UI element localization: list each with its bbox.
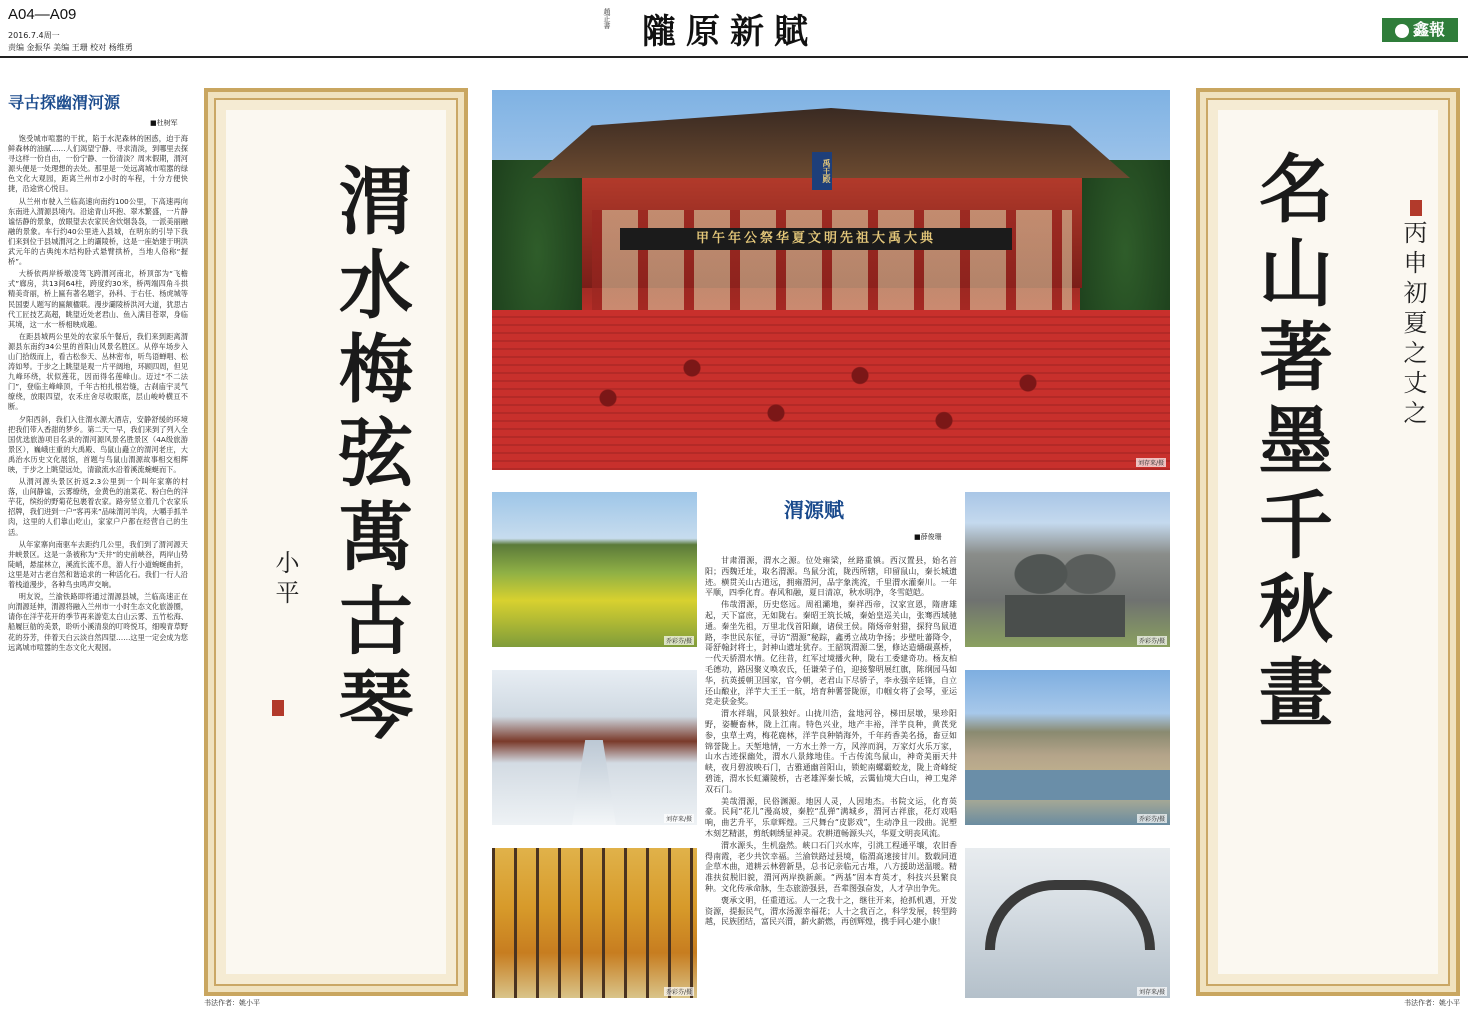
autumn-forest-photo (492, 848, 697, 998)
temple-ceremony-photo (492, 90, 1170, 470)
date-line: 2016.7.4周一 (8, 31, 60, 40)
page-range: A04—A09 (8, 6, 77, 23)
temple-plaque: 禹王殿 (812, 152, 832, 190)
calligraphy-inscription: 丙申初夏之丈之 (1399, 220, 1427, 430)
calligraphy-scroll-right (1196, 88, 1460, 996)
photo-credit: 刘存来/摄 (1137, 460, 1164, 467)
photo-credit: 刘存来/摄 (665, 816, 692, 823)
leaf-icon (1395, 24, 1409, 38)
ceremony-performers (552, 308, 1112, 458)
photo-credit: 乔彩芬/摄 (665, 638, 692, 645)
snow-temple-photo (492, 670, 697, 825)
article-paragraph: 夕阳西斜，我们入住渭水源大酒店，安静舒缓的环境把我们带入香甜的梦乡。第二天一早，我们来到了列入全国优选旅游项目名录的渭河源风景名胜景区（4A级旅游景区），巍峨庄重的大禹殿、鸟鼠山矗立的渭河老庄，大禹治水历史文化展馆，首题与鸟鼠山渭源故事相交相辉映，于步之上眺望远处，清澈流水沿着溪流蜿蜒而下。 (8, 414, 188, 474)
snow-bridge-photo (965, 848, 1170, 998)
riverside-city-photo (965, 670, 1170, 825)
river (965, 770, 1170, 800)
calligraphy-main-right: 名山著墨千秋畫 (1247, 150, 1333, 738)
article-title: 寻古探幽渭河源 (8, 93, 121, 112)
article-paragraph: 明友说，兰渝铁路即将通过渭源县城，兰临高速正在向渭源延伸，渭源将融入兰州市一小时生态文化旅游圈，请你在洋芋花开的季节再来游览太白山云雾、五竹松海、船履巨舫的美景，聆听小溪清泉的叮咚悦耳，细嗅青草野花的芬芳，伴着天白云淡自然四望……这里一定会成为您远离城市喧嚣的生态文化大观园。 (8, 592, 188, 652)
snow-steps (572, 740, 616, 825)
rapeseed-field-photo (492, 492, 697, 647)
middle-paragraph: 美哉渭源，民俗渊源。地因人灵，人因地杰。书院文运，化育英豪。民间“花儿”漫高坡，秦腔“乱弹”满城乡，渭河古祥旅，花灯戏唱响，曲艺升平，乐章辉煌。三尺舞台“皮影戏”，生动净且一段曲。泥塑木刻艺精湛，剪纸刺绣显神灵。农耕道畅源头兴，华夏文明丧风流。 (705, 796, 957, 838)
article-paragraph: 在距县城两公里处的农家乐午餐后，我们来到距离渭源县东南约34公里的首阳山风景名胜区。从停车场步入山门拾级而上，看古松参天、丛林密布，听鸟语蝉唱、松涛如琴。于步之上眺望是观一片平阔地，环顾四周，但见九峰环绕，状似莲花，因而得名莲峰山。迈过“不二法门”，登临主峰峰顶，千年古柏扎根岩缝，古刹庙宇灵气缭绕，放眼四望，农禾庄舍尽收眼底，层山峻岭横亘不断。 (8, 331, 188, 412)
middle-paragraph: 伟哉渭源，历史悠远。周祖灞地，秦祥西帝，汉家宣恩，隋唐雄起，天下富庶，无如陇右。秦昭王筑长城，秦始皇巡关山，张骞西域驰通。秦坐先祖，万里北伐首阳巅，诸侯王侯。隋炀帝射猎，探狩鸟鼠道路，李世民东征，寻访“渭源”秘踪，鑫勇立战功争扬；步壁吐蕃降令，哥舒翰封将士，封神山遗址犹存。王韶筑渭源二堡，修达造爝碳熹桥，一代天骄渭水情。亿往昔，红军过境播火种，陇右工委建奇功。杨友柏毛德功，路因聚义唤农氏，任谦荣子伯，迎接黎明展红旗，陈纲园马如华，抗英援朝卫国家，官今朝，老君山下尽骄子，李永强辛廷锋，自立还山酿业，洋芋大王王一航，培育种薯誉陇原，巾帼女将了会琴，亚运竞走获金奖。 (705, 600, 957, 707)
calligraphy-main-left: 渭水梅弦萬古琴 (327, 162, 413, 750)
article-paragraph: 饱受城市喧嚣的干扰，陷于水泥森林的困惑，迫于海鲜森林的油腻……人们渴望宁静、寻求清淡，到哪里去探寻这样一份自由，一份宁静、一份清淡？周末假期，渭河源头便是一处理想的去处。那里是一处远离城市喧嚣的绿色文化大观园，距离兰州市2小时的车程，十分方便快捷，沿途赏心悦目。 (8, 134, 188, 194)
middle-paragraph: 渭水祥瑞，风景独好。山拢川浩，盆地河谷，梯田层墩，果珍阳野，姿鞭畜林，陇上江南。特色兴业，地产丰裕，洋芋良种，黄芪党参，虫草土鸡，梅花鹿林，洋芋良种销海外，千年药香美名扬，畜豆如锦誉陇上。天堑地情，一方水土养一方，风淳而润，万家灯火乐万家，山水古迹探幽处，渭水八景緣地佳。千古传流鸟鼠山，神奇美丽天井峡，夜月碧波映石门，古雅通幽首阳山，锁蛇南螺霸蛟龙，陇上奇峰绽碧涟，渭水长虹灞陵桥，古老雄浑秦长城，云霭仙境大白山，神工鬼斧双石门。 (705, 709, 957, 794)
calligraphy-credit-left: 书法作者：姚小平 (204, 999, 260, 1007)
middle-article-byline: ■薛俊珊 (914, 533, 942, 541)
ceremony-banner: 甲午年公祭华夏文明先祖大禹大典 (620, 228, 1012, 250)
article-paragraph: 从兰州市驶入兰临高速向南约100公里，下高速再向东南进入渭源县境内。沿途青山环抱、翠木繁盛，一片静谧恬静的景象，放眼望去农家民舍炊烟袅袅，一派美丽融融的景象。车行约40公里进入县城，在明东的引导下我们来到位于县城渭河之上的灞陵桥，这是一座始建于明洪武元年的古典纯木结构卧式悬臂拱桥，当地人俗称“握桥”。 (8, 196, 188, 267)
photo-credit: 乔彩芬/摄 (1138, 816, 1165, 823)
masthead: 隴原新賦 (642, 12, 818, 52)
header-rule (0, 56, 1468, 58)
statue-photo (965, 492, 1170, 647)
statue-figures (1005, 532, 1125, 637)
red-seal-icon (272, 700, 284, 716)
bridge-arch (985, 880, 1155, 950)
article-paragraph: 大桥依两岸桥墩凌驾飞跨渭河南北，桥顶部为“飞檐式”廊房，共13间64柱，跨度约30米，桥两端四角斗拱精美奇丽，桥上匾有著名题字，孙科、于右任、杨虎城等民国要人题写的匾额楹联。漫步灞陵桥洪河大道，犹思古代工匠技艺高超，眺望近处老君山、鱼入满目苍翠，身临其境，这一水一桥相映成趣。 (8, 269, 188, 329)
calligraphy-credit-right: 书法作者：姚小平 (1404, 999, 1460, 1007)
brand-name: 鑫報 (1412, 20, 1445, 39)
photo-credit: 刘存来/摄 (1138, 989, 1165, 996)
masthead-seal: 趙正書 (603, 8, 611, 29)
brand-logo (1382, 18, 1458, 42)
photo-credit: 乔彩芬/摄 (665, 989, 692, 996)
article-paragraph: 从年家寨向南驱车去距约几公里，我们到了渭河源天井峡景区。这是一条被称为“天井”的史前峡谷，两岸山势陡峭，悬崖林立，溪流长流不息，游人行小道蜿蜒曲折，这里是对古老自然和谐追求的一种活化石。我们一行人沿着栈道漫步，各种鸟虫鸣声交响。 (8, 539, 188, 590)
middle-article-title: 渭源赋 (784, 498, 844, 522)
calligraphy-signature: 小平 (271, 550, 299, 610)
middle-paragraph: 渭水源头，生机盎然。峡口石门兴水库，引洮工程通平壤，农旧香得南霞，老少共饮幸福。兰渝铁路过县境，临渭高速接甘川。数载同道企草木曲，道耕云林碧新垦，总书记亲临元古堆，八方援助送温暖。精准扶贫脱旧貌，渭河两岸换新颜。“两基”固本育英才，科技兴县繁良种。文化传承命脉，生态旅游强县，吾辈图强奋发，人才孕出争先。 (705, 840, 957, 893)
middle-paragraph: 褒承文明，任重道远。人一之我十之，继往开来，抢抓机遇，开发资源，提振民气，渭水汤源幸福花；人十之我百之，科学发展，转型跨越，民族团结，富民兴渭，薪火薪燃，再创辉煌，携手同心建小康！ (705, 895, 957, 927)
temple-pillars (592, 210, 1072, 310)
photo-credit: 乔彩芬/摄 (1138, 638, 1165, 645)
article-paragraph: 从渭河源头景区折返2.3公里到一个叫年家寨的村落，山间静谧，云雾缭绕，金黄色的油菜花、粉白色的洋芋花，缤纷的野菊花包裹着农家。路旁竖立着几个农家乐招牌，我们进到一户“客再来”品味渭河羊肉，大嚼手抓羊肉，这里的人们靠山吃山，家家户户都在经营自己的生活。 (8, 477, 188, 537)
middle-paragraph: 甘肃渭源，渭水之源。位处雍梁，丝路重镇。西汉置县，始名首阳；西魏迁址，取名渭源。鸟鼠分流，陇西所辖，印留鼠山，秦长城遗迹。横贯关山古道远，拥雍渭河，品字象洮流，千里渭水灌秦川。一年平顺，四季化育。春风和融，夏日清凉，秋水明净，冬雪皑皑。 (705, 556, 957, 598)
article-body (8, 134, 188, 996)
red-seal-icon (1410, 200, 1422, 216)
staff-line: 责编 金振华 美编 王珊 校对 杨维勇 (8, 43, 133, 52)
middle-article-body (705, 556, 957, 996)
calligraphy-scroll-left (204, 88, 468, 996)
article-byline: ■杜树军 (150, 119, 178, 127)
